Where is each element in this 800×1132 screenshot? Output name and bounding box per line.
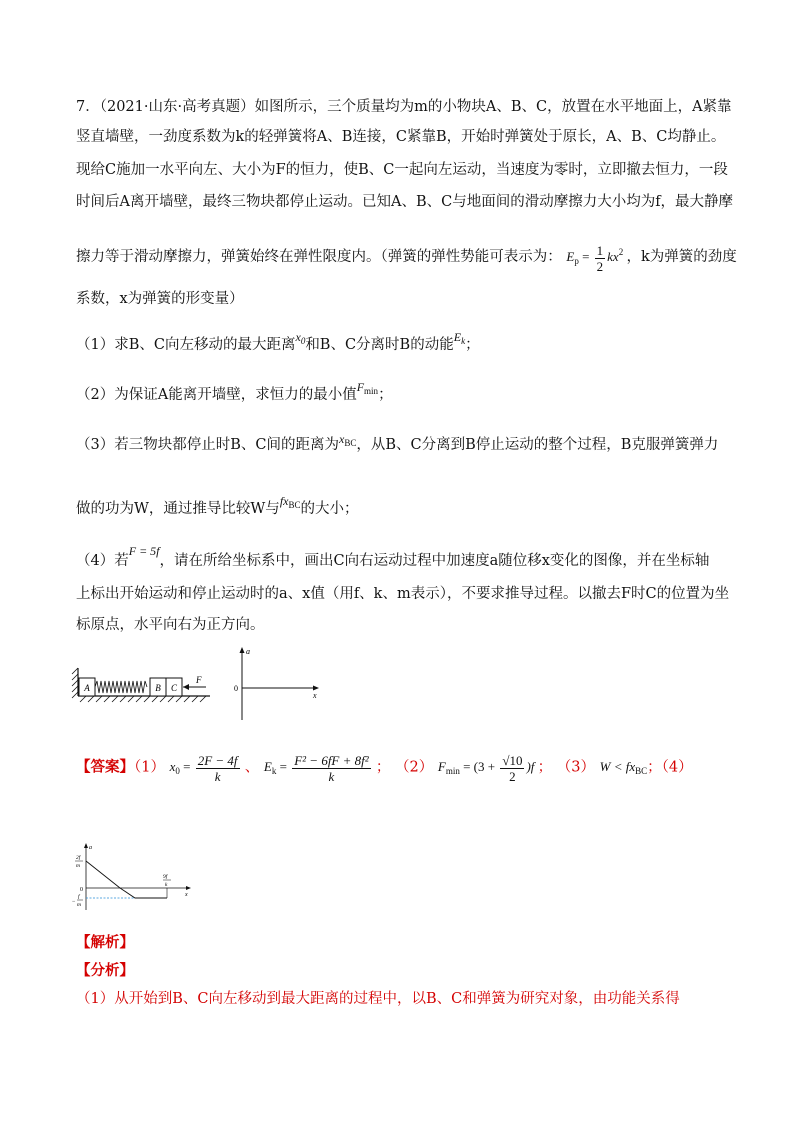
semicolon: ； (375, 759, 391, 776)
analysis-subheading: 【分析】 (76, 962, 134, 979)
problem-text: 系数，x为弹簧的形变量） (76, 291, 244, 307)
fmin-letter: F (356, 380, 365, 394)
problem-text: ，k为弹簧的劲度 (626, 249, 737, 265)
answer-graph (72, 840, 202, 912)
block-b-label: B (155, 683, 161, 693)
x-arrow-icon (186, 886, 191, 890)
fmin-tail: )f (526, 759, 535, 775)
fmin-lhs: F (437, 759, 446, 775)
question-3 (76, 429, 718, 455)
x-arrow-icon (313, 686, 319, 691)
ep-symbol: E (566, 249, 575, 264)
question-text: 做的功为W，通过推导比较W与 (76, 501, 280, 517)
answer-line (76, 753, 693, 784)
numerator: 1 (596, 242, 604, 258)
empty-axes (226, 644, 326, 724)
question-text: ； (465, 337, 480, 353)
answer-part-2: （2） (395, 759, 434, 776)
question-2 (76, 377, 393, 405)
y-bottom-numerator: f (78, 894, 80, 900)
y-top-numerator: 2f (76, 855, 81, 861)
x0-subscript: 0 (300, 336, 306, 346)
x0-answer (169, 753, 245, 784)
problem-text: 7．（2021·山东·高考真题）如图所示，三个质量均为m的小物块A、B、C，放置在水平地面上，A紧靠 (76, 99, 732, 115)
question-4-line-3 (76, 615, 265, 635)
ek-letter: E (453, 330, 462, 344)
ek-fraction (292, 753, 370, 784)
w-compare-text: W < fx (599, 759, 636, 775)
ek-lhs: E (263, 759, 272, 775)
fxbc-symbol (280, 494, 301, 508)
x0-sub: 0 (175, 766, 180, 777)
answer-part-1: （1） (134, 759, 165, 776)
denominator: k (214, 769, 221, 784)
equals-sign: = (582, 249, 590, 264)
analysis-body: （1）从开始到B、C向左移动到最大距离的过程中，以B、C和弹簧为研究对象，由功能关系得 (76, 991, 680, 1007)
y-arrow-icon (84, 843, 88, 848)
y-bottom-denominator: m (77, 902, 81, 908)
question-text: 和B、C分离时B的动能 (305, 337, 454, 353)
origin-label: 0 (234, 684, 238, 693)
x0-letter: x (295, 330, 301, 344)
y-axis-label: a (89, 845, 92, 851)
separator: 、 (244, 759, 260, 776)
w-sub: BC (635, 766, 648, 777)
denominator: 2 (596, 258, 604, 274)
f-equals-5f: F = 5f (128, 544, 160, 558)
w-compare (599, 759, 648, 777)
numerator: 2F − 4f (197, 753, 238, 768)
question-text: 标原点，水平向右为正方向。 (76, 617, 265, 633)
problem-line-5 (76, 242, 737, 274)
question-text: （3）若三物块都停止时B、C间的距离为 (76, 437, 339, 453)
denominator: k (328, 769, 335, 784)
block-c-label: C (170, 683, 178, 693)
spring-energy-formula (566, 242, 626, 274)
force-label: F (196, 675, 202, 685)
x-end-numerator: 9f (163, 874, 168, 880)
xbc-subscript: BC (344, 438, 357, 448)
question-text: ； (378, 387, 393, 403)
fmin-subscript: min (364, 386, 379, 396)
problem-line-4 (76, 192, 733, 212)
equals: = (279, 759, 287, 775)
acceleration-curve (86, 861, 167, 898)
xbc-symbol (339, 432, 356, 446)
question-text: （1）求B、C向左移动的最大距离 (76, 337, 296, 353)
fmin-symbol (357, 380, 378, 394)
problem-text: 时间后A离开墙壁，最终三物块都停止运动。已知A、B、C与地面间的滑动摩擦力大小均为f，最大静摩 (76, 194, 734, 210)
question-4-line-2 (76, 584, 729, 604)
x0-symbol (295, 330, 305, 344)
fmin-sub: min (445, 766, 460, 777)
exponent: 2 (618, 247, 624, 257)
y-arrow-icon (240, 647, 245, 653)
problem-text: 竖直墙壁，一劲度系数为k的轻弹簧将A、B连接，C紧靠B，开始时弹簧处于原长，A、B、C均静止。 (76, 129, 726, 145)
x-axis-label: x (185, 892, 188, 898)
x-end-denominator: k (165, 882, 168, 888)
problem-line-2 (76, 127, 725, 147)
block-a-label: A (84, 683, 90, 693)
y-axis-label: a (246, 647, 250, 656)
answer-part-3: （3） (556, 759, 596, 776)
sqrt-fraction (500, 753, 524, 784)
force-arrowhead (183, 684, 189, 690)
spring (95, 681, 147, 693)
question-4 (76, 541, 709, 571)
semicolon: ； (537, 759, 553, 776)
fxbc-letters: fx (279, 494, 289, 508)
ek-sub: k (271, 766, 277, 777)
ep-subscript: p (574, 256, 579, 266)
y-top-denominator: m (76, 863, 80, 869)
kx-term: kx (607, 249, 619, 264)
numerator: F² − 6fF + 8f² (294, 753, 369, 768)
fmin-answer (437, 753, 538, 784)
ek-subscript: k (461, 336, 466, 346)
problem-text: 擦力等于滑动摩擦力，弹簧始终在弹性限度内。（弹簧的弹性势能可表示为： (76, 249, 562, 265)
denominator: 2 (509, 769, 516, 784)
half-fraction (595, 243, 606, 274)
question-text: ，从B、C分离到B停止运动的整个过程，B克服弹簧弹力 (356, 437, 719, 453)
question-text: （2）为保证A能离开墙壁，求恒力的最小值 (76, 387, 357, 403)
equals: = (183, 759, 191, 775)
answer-part-4: （4） (661, 759, 693, 776)
fmin-expression: = (3 + (463, 759, 496, 775)
question-text: 上标出开始运动和停止运动时的a、x值（用f、k、m表示），不要求推导过程。以撤去F时C的位置为坐 (76, 586, 730, 602)
x0-fraction (196, 753, 240, 784)
question-text: （4）若 (76, 553, 129, 569)
y-bottom-sign: − (72, 899, 76, 905)
problem-line-1 (76, 97, 732, 117)
xbc-letter: x (338, 432, 345, 446)
spring-block-figure (70, 662, 220, 704)
semicolon: ； (647, 759, 662, 776)
ek-answer (263, 753, 376, 784)
origin-label: 0 (80, 887, 83, 893)
question-1 (76, 327, 480, 355)
problem-line-6 (76, 289, 244, 309)
question-text: ，请在所给坐标系中，画出C向右运动过程中加速度a随位移x变化的图像，并在坐标轴 (159, 553, 710, 569)
x-axis-label: x (313, 691, 317, 700)
answer-tag: 【答案】 (76, 758, 134, 776)
question-text: 的大小； (300, 501, 359, 517)
x0-lhs: x (169, 759, 176, 775)
ek-symbol (454, 330, 465, 344)
problem-line-3 (76, 160, 728, 180)
problem-text: 现给C施加一水平向左、大小为F的恒力，使B、C一起向左运动，当速度为零时，立即撤去恒力，一段 (76, 162, 728, 178)
numerator: √10 (502, 753, 523, 768)
fxbc-subscript: BC (288, 500, 301, 510)
analysis-heading: 【解析】 (76, 934, 134, 951)
question-3-cont (76, 491, 359, 519)
